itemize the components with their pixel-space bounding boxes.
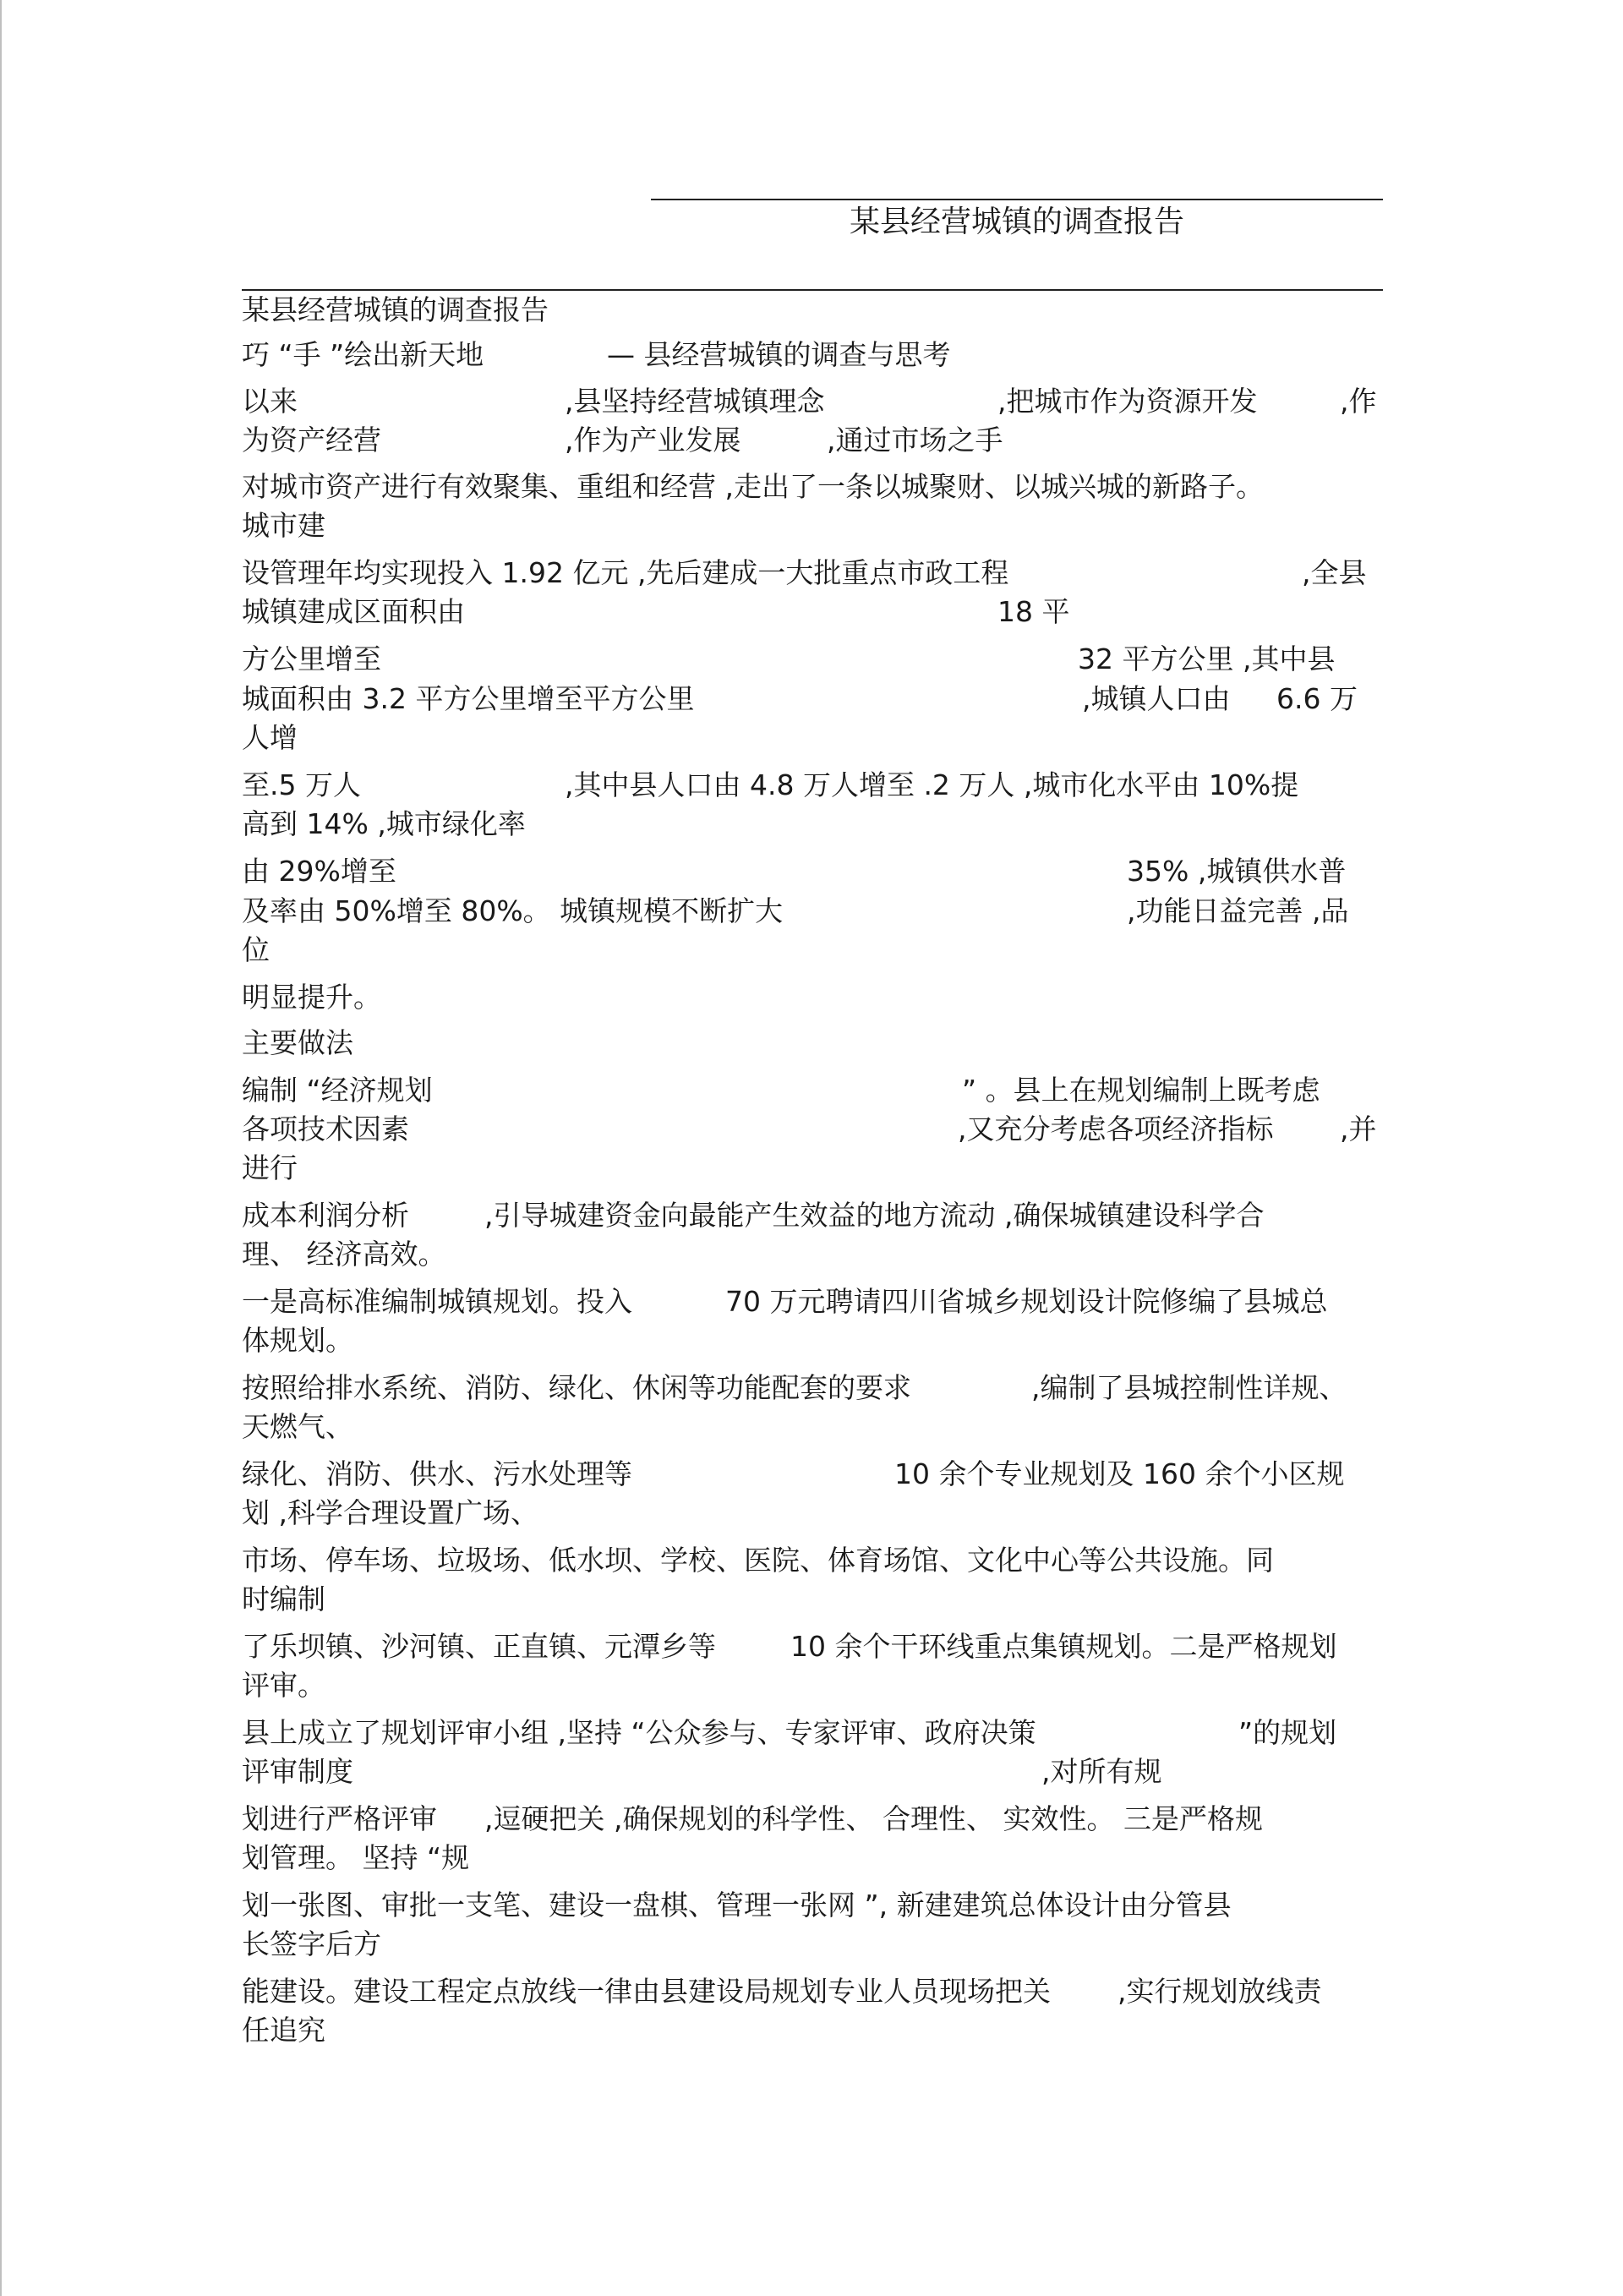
header-rule [651,199,1383,200]
text-segment: 评审制度 [242,1755,353,1788]
text-segment: 由 29%增至 [242,855,396,888]
text-segment: 35% ,城镇供水普 [1127,855,1347,888]
text-segment: 70 万元聘请四川省城乡规划设计院修编了县城总 [725,1285,1328,1318]
text-segment: 主要做法 [242,1026,353,1059]
text-segment: 划管理。 坚持 “规 [242,1841,470,1874]
text-segment: — 县经营城镇的调查与思考 [607,338,951,371]
text-segment: 位 [242,933,270,966]
text-segment: 18 平 [997,595,1070,628]
text-segment: 体规划。 [242,1324,353,1357]
text-segment: 32 平方公里 ,其中县 [1078,642,1336,675]
page-border [0,0,2,2296]
text-segment: ,通过市场之手 [827,424,1003,456]
text-segment: ,逗硬把关 ,确保规划的科学性、 合理性、 实效性。 三是严格规 [484,1802,1263,1835]
text-segment: 以来 [242,385,298,418]
text-segment: 评审。 [242,1669,325,1702]
text-segment: ,全县 [1302,556,1367,589]
text-segment: ,编制了县城控制性详规、 [1031,1371,1347,1404]
text-segment: 明显提升。 [242,981,381,1014]
text-segment: 巧 “手 ”绘出新天地 [242,338,484,371]
text-segment: 10 余个专业规划及 160 余个小区规 [894,1457,1345,1490]
text-segment: 及率由 50%增至 80%。 城镇规模不断扩大 [242,894,784,927]
text-segment: 划 ,科学合理设置广场、 [242,1496,538,1529]
text-segment: 为资产经营 [242,424,381,456]
text-segment: 某县经营城镇的调查报告 [242,293,549,326]
text-segment: 成本利润分析 [242,1199,409,1232]
text-segment: 各项技术因素 [242,1112,409,1145]
text-segment: 设管理年均实现投入 1.92 亿元 ,先后建成一大批重点市政工程 [242,556,1009,589]
text-segment: 市场、停车场、垃圾场、低水坝、学校、医院、体育场馆、文化中心等公共设施。同 [242,1544,1274,1577]
text-segment: 任追究 [242,2014,325,2047]
text-segment: 了乐坝镇、沙河镇、正直镇、元潭乡等 [242,1630,716,1663]
text-segment: 高到 14% ,城市绿化率 [242,807,526,840]
text-segment: 编制 “经济规划 [242,1074,433,1107]
text-segment: ,其中县人口由 4.8 万人增至 .2 万人 ,城市化水平由 10%提 [565,768,1299,801]
text-segment: ,作为产业发展 [565,424,741,456]
text-segment: 城市建 [242,509,325,542]
text-segment: 天燃气、 [242,1410,353,1443]
text-segment: 10 余个干环线重点集镇规划。二是严格规划 [790,1630,1337,1663]
text-segment: 能建设。建设工程定点放线一律由县建设局规划专业人员现场把关 [242,1975,1051,2008]
text-segment: ,县坚持经营城镇理念 [565,385,825,418]
text-segment: ” 。县上在规划编制上既考虑 [962,1074,1320,1107]
text-segment: 至.5 万人 [242,768,361,801]
text-segment: ,城镇人口由 [1082,682,1231,715]
text-segment: 对城市资产进行有效聚集、重组和经营 ,走出了一条以城聚财、以城兴城的新路子。 [242,470,1264,503]
page-title: 某县经营城镇的调查报告 [849,205,1184,239]
text-segment: ”的规划 [1238,1716,1337,1749]
text-segment: 城面积由 3.2 平方公里增至平方公里 [242,682,695,715]
text-segment: 按照给排水系统、消防、绿化、休闲等功能配套的要求 [242,1371,911,1404]
text-segment: 长签字后方 [242,1927,381,1960]
text-segment: 人增 [242,721,298,754]
text-segment: ,实行规划放线责 [1118,1975,1322,2008]
text-segment: ,功能日益完善 ,品 [1127,894,1349,927]
text-segment: 方公里增至 [242,642,381,675]
text-segment: 一是高标准编制城镇规划。投入 [242,1285,632,1318]
text-segment: 6.6 万 [1276,682,1358,715]
text-segment: ,把城市作为资源开发 [997,385,1258,418]
text-segment: 城镇建成区面积由 [242,595,465,628]
text-segment: 理、 经济高效。 [242,1238,446,1271]
text-segment: 时编制 [242,1583,325,1615]
text-segment: ,并 [1340,1112,1377,1145]
text-segment: ,作 [1340,385,1377,418]
text-segment: 绿化、消防、供水、污水处理等 [242,1457,632,1490]
text-segment: 划一张图、审批一支笔、建设一盘棋、管理一张网 ”, 新建建筑总体设计由分管县 [242,1889,1232,1922]
text-segment: ,引导城建资金向最能产生效益的地方流动 ,确保城镇建设科学合 [484,1199,1265,1232]
text-segment: ,又充分考虑各项经济指标 [958,1112,1274,1145]
text-segment: 县上成立了规划评审小组 ,坚持 “公众参与、专家评审、政府决策 [242,1716,1036,1749]
text-segment: ,对所有规 [1041,1755,1162,1788]
text-segment: 进行 [242,1151,298,1184]
text-segment: 划进行严格评审 [242,1802,437,1835]
